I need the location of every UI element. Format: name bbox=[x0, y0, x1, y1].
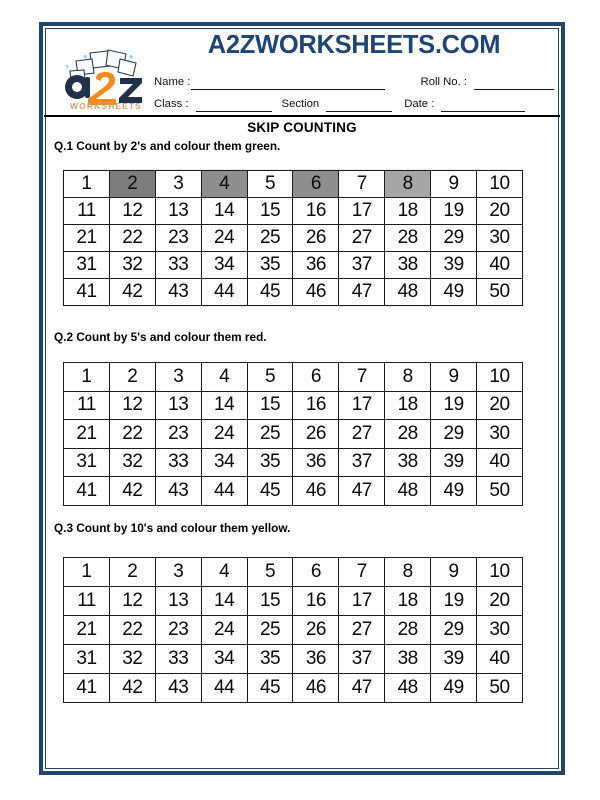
grid-cell-20[interactable]: 20 bbox=[477, 198, 523, 225]
grid-cell-37[interactable]: 37 bbox=[339, 645, 385, 674]
grid-cell-37[interactable]: 37 bbox=[339, 252, 385, 279]
page-title: SKIP COUNTING bbox=[247, 120, 357, 135]
grid-cell-45[interactable]: 45 bbox=[247, 674, 293, 703]
grid-cell-2[interactable]: 2 bbox=[109, 171, 155, 198]
grid-cell-39[interactable]: 39 bbox=[431, 252, 477, 279]
section-label: Section bbox=[281, 98, 320, 110]
grid-cell-32[interactable]: 32 bbox=[109, 252, 155, 279]
grid-cell-19[interactable]: 19 bbox=[431, 391, 477, 420]
grid-cell-6[interactable]: 6 bbox=[293, 558, 339, 587]
grid-cell-44[interactable]: 44 bbox=[201, 674, 247, 703]
name-label: Name : bbox=[154, 76, 191, 88]
grid-cell-43[interactable]: 43 bbox=[155, 674, 201, 703]
grid-cell-17[interactable]: 17 bbox=[339, 391, 385, 420]
grid-count-by-5[interactable] bbox=[63, 362, 523, 506]
grid-cell-49[interactable]: 49 bbox=[431, 477, 477, 506]
grid-cell-38[interactable]: 38 bbox=[385, 645, 431, 674]
grid-cell-7[interactable]: 7 bbox=[339, 171, 385, 198]
grid-cell-34[interactable]: 34 bbox=[201, 252, 247, 279]
grid-row bbox=[64, 616, 523, 645]
grid-cell-27[interactable]: 27 bbox=[339, 420, 385, 449]
grid-cell-3[interactable]: 3 bbox=[155, 171, 201, 198]
grid-cell-6[interactable]: 6 bbox=[293, 171, 339, 198]
grid-cell-48[interactable]: 48 bbox=[385, 674, 431, 703]
grid-cell-4[interactable]: 4 bbox=[201, 558, 247, 587]
grid-cell-22[interactable]: 22 bbox=[109, 616, 155, 645]
grid-cell-15[interactable]: 15 bbox=[247, 391, 293, 420]
grid-row bbox=[64, 558, 523, 587]
grid-cell-31[interactable]: 31 bbox=[64, 645, 110, 674]
grid-cell-39[interactable]: 39 bbox=[431, 645, 477, 674]
grid-row bbox=[64, 420, 523, 449]
grid-cell-50[interactable]: 50 bbox=[477, 674, 523, 703]
grid-cell-17[interactable]: 17 bbox=[339, 198, 385, 225]
date-input[interactable] bbox=[441, 97, 525, 112]
grid-cell-26[interactable]: 26 bbox=[293, 225, 339, 252]
grid-cell-38[interactable]: 38 bbox=[385, 448, 431, 477]
grid-cell-44[interactable]: 44 bbox=[201, 477, 247, 506]
grid-cell-1[interactable]: 1 bbox=[64, 363, 110, 392]
grid-cell-33[interactable]: 33 bbox=[155, 252, 201, 279]
grid-cell-38[interactable]: 38 bbox=[385, 252, 431, 279]
roll-no-label: Roll No. : bbox=[420, 76, 468, 88]
grid-cell-32[interactable]: 32 bbox=[109, 645, 155, 674]
grid-cell-5[interactable]: 5 bbox=[247, 558, 293, 587]
grid-row bbox=[64, 363, 523, 392]
grid-count-by-2[interactable] bbox=[63, 170, 523, 306]
grid-cell-41[interactable]: 41 bbox=[64, 477, 110, 506]
grid-cell-17[interactable]: 17 bbox=[339, 587, 385, 616]
grid-cell-42[interactable]: 42 bbox=[109, 477, 155, 506]
grid-cell-36[interactable]: 36 bbox=[293, 645, 339, 674]
grid-cell-35[interactable]: 35 bbox=[247, 252, 293, 279]
grid-cell-40[interactable]: 40 bbox=[477, 645, 523, 674]
class-input[interactable] bbox=[196, 97, 272, 112]
grid-cell-13[interactable]: 13 bbox=[155, 198, 201, 225]
grid-cell-29[interactable]: 29 bbox=[431, 420, 477, 449]
grid-cell-8[interactable]: 8 bbox=[385, 558, 431, 587]
grid-row bbox=[64, 587, 523, 616]
grid-row bbox=[64, 252, 523, 279]
grid-cell-30[interactable]: 30 bbox=[477, 225, 523, 252]
grid-cell-33[interactable]: 33 bbox=[155, 448, 201, 477]
grid-cell-25[interactable]: 25 bbox=[247, 420, 293, 449]
grid-cell-22[interactable]: 22 bbox=[109, 225, 155, 252]
grid-cell-30[interactable]: 30 bbox=[477, 616, 523, 645]
grid-cell-48[interactable]: 48 bbox=[385, 477, 431, 506]
grid-row bbox=[64, 279, 523, 306]
grid-cell-24[interactable]: 24 bbox=[201, 616, 247, 645]
grid-row bbox=[64, 645, 523, 674]
grid-cell-8[interactable]: 8 bbox=[385, 363, 431, 392]
site-title: A2ZWORKSHEETS.COM bbox=[207, 31, 501, 59]
class-label: Class : bbox=[154, 98, 189, 110]
grid-cell-41[interactable]: 41 bbox=[64, 279, 110, 306]
svg-text:WORKSHEETS: WORKSHEETS bbox=[70, 101, 142, 111]
grid-cell-37[interactable]: 37 bbox=[339, 448, 385, 477]
grid-cell-20[interactable]: 20 bbox=[477, 391, 523, 420]
grid-row bbox=[64, 198, 523, 225]
grid-cell-10[interactable]: 10 bbox=[477, 171, 523, 198]
grid-cell-12[interactable]: 12 bbox=[109, 198, 155, 225]
grid-cell-39[interactable]: 39 bbox=[431, 448, 477, 477]
grid-cell-11[interactable]: 11 bbox=[64, 391, 110, 420]
grid-cell-9[interactable]: 9 bbox=[431, 558, 477, 587]
grid-cell-23[interactable]: 23 bbox=[155, 616, 201, 645]
grid-cell-34[interactable]: 34 bbox=[201, 448, 247, 477]
grid-cell-23[interactable]: 23 bbox=[155, 420, 201, 449]
grid-cell-36[interactable]: 36 bbox=[293, 448, 339, 477]
grid-row bbox=[64, 391, 523, 420]
grid-cell-5[interactable]: 5 bbox=[247, 171, 293, 198]
grid-cell-24[interactable]: 24 bbox=[201, 420, 247, 449]
grid-cell-18[interactable]: 18 bbox=[385, 198, 431, 225]
grid-cell-23[interactable]: 23 bbox=[155, 225, 201, 252]
grid-cell-18[interactable]: 18 bbox=[385, 587, 431, 616]
grid-cell-29[interactable]: 29 bbox=[431, 616, 477, 645]
grid-cell-45[interactable]: 45 bbox=[247, 477, 293, 506]
grid-cell-45[interactable]: 45 bbox=[247, 279, 293, 306]
grid-cell-12[interactable]: 12 bbox=[109, 391, 155, 420]
question-1-prompt: Q.1 Count by 2's and colour them green. bbox=[54, 139, 281, 153]
grid-cell-34[interactable]: 34 bbox=[201, 645, 247, 674]
grid-cell-18[interactable]: 18 bbox=[385, 391, 431, 420]
grid-cell-26[interactable]: 26 bbox=[293, 616, 339, 645]
date-label: Date : bbox=[404, 98, 435, 110]
grid-cell-25[interactable]: 25 bbox=[247, 616, 293, 645]
grid-cell-15[interactable]: 15 bbox=[247, 198, 293, 225]
grid-cell-3[interactable]: 3 bbox=[155, 558, 201, 587]
grid-cell-21[interactable]: 21 bbox=[64, 616, 110, 645]
grid-cell-1[interactable]: 1 bbox=[64, 171, 110, 198]
grid-cell-7[interactable]: 7 bbox=[339, 363, 385, 392]
grid-row bbox=[64, 477, 523, 506]
student-info-form bbox=[154, 68, 554, 116]
grid-cell-48[interactable]: 48 bbox=[385, 279, 431, 306]
grid-count-by-10[interactable] bbox=[63, 557, 523, 703]
question-2-prompt: Q.2 Count by 5's and colour them red. bbox=[54, 330, 267, 344]
grid-cell-4[interactable]: 4 bbox=[201, 171, 247, 198]
grid-cell-1[interactable]: 1 bbox=[64, 558, 110, 587]
grid-row bbox=[64, 448, 523, 477]
roll-no-input[interactable] bbox=[474, 75, 554, 90]
grid-cell-8[interactable]: 8 bbox=[385, 171, 431, 198]
grid-cell-7[interactable]: 7 bbox=[339, 558, 385, 587]
grid-cell-40[interactable]: 40 bbox=[477, 252, 523, 279]
grid-cell-43[interactable]: 43 bbox=[155, 279, 201, 306]
grid-cell-41[interactable]: 41 bbox=[64, 674, 110, 703]
form-row-name bbox=[154, 68, 554, 90]
section-input[interactable] bbox=[326, 97, 392, 112]
grid-cell-40[interactable]: 40 bbox=[477, 448, 523, 477]
name-input[interactable] bbox=[191, 75, 384, 90]
grid-cell-19[interactable]: 19 bbox=[431, 587, 477, 616]
grid-cell-21[interactable]: 21 bbox=[64, 225, 110, 252]
grid-cell-10[interactable]: 10 bbox=[477, 363, 523, 392]
grid-row bbox=[64, 171, 523, 198]
grid-cell-14[interactable]: 14 bbox=[201, 391, 247, 420]
grid-cell-27[interactable]: 27 bbox=[339, 616, 385, 645]
grid-cell-35[interactable]: 35 bbox=[247, 645, 293, 674]
grid-cell-25[interactable]: 25 bbox=[247, 225, 293, 252]
grid-cell-14[interactable]: 14 bbox=[201, 587, 247, 616]
grid-cell-33[interactable]: 33 bbox=[155, 645, 201, 674]
grid-cell-2[interactable]: 2 bbox=[109, 363, 155, 392]
grid-cell-9[interactable]: 9 bbox=[431, 363, 477, 392]
grid-cell-49[interactable]: 49 bbox=[431, 279, 477, 306]
grid-cell-36[interactable]: 36 bbox=[293, 252, 339, 279]
grid-cell-28[interactable]: 28 bbox=[385, 420, 431, 449]
grid-cell-44[interactable]: 44 bbox=[201, 279, 247, 306]
grid-cell-28[interactable]: 28 bbox=[385, 616, 431, 645]
grid-cell-42[interactable]: 42 bbox=[109, 279, 155, 306]
grid-cell-46[interactable]: 46 bbox=[293, 674, 339, 703]
grid-cell-6[interactable]: 6 bbox=[293, 363, 339, 392]
worksheet-header bbox=[44, 27, 560, 117]
grid-cell-47[interactable]: 47 bbox=[339, 477, 385, 506]
grid-cell-5[interactable]: 5 bbox=[247, 363, 293, 392]
grid-cell-46[interactable]: 46 bbox=[293, 477, 339, 506]
grid-cell-2[interactable]: 2 bbox=[109, 558, 155, 587]
grid-cell-35[interactable]: 35 bbox=[247, 448, 293, 477]
grid-cell-43[interactable]: 43 bbox=[155, 477, 201, 506]
grid-cell-26[interactable]: 26 bbox=[293, 420, 339, 449]
grid-cell-10[interactable]: 10 bbox=[477, 558, 523, 587]
grid-cell-19[interactable]: 19 bbox=[431, 198, 477, 225]
grid-cell-31[interactable]: 31 bbox=[64, 252, 110, 279]
grid-cell-12[interactable]: 12 bbox=[109, 587, 155, 616]
grid-cell-13[interactable]: 13 bbox=[155, 587, 201, 616]
grid-cell-4[interactable]: 4 bbox=[201, 363, 247, 392]
grid-cell-46[interactable]: 46 bbox=[293, 279, 339, 306]
grid-cell-49[interactable]: 49 bbox=[431, 674, 477, 703]
grid-cell-28[interactable]: 28 bbox=[385, 225, 431, 252]
a2z-worksheets-logo[interactable] bbox=[60, 49, 152, 111]
grid-cell-32[interactable]: 32 bbox=[109, 448, 155, 477]
grid-cell-27[interactable]: 27 bbox=[339, 225, 385, 252]
question-3-prompt: Q.3 Count by 10's and colour them yellow. bbox=[54, 521, 291, 535]
grid-cell-9[interactable]: 9 bbox=[431, 171, 477, 198]
grid-cell-13[interactable]: 13 bbox=[155, 391, 201, 420]
grid-cell-50[interactable]: 50 bbox=[477, 477, 523, 506]
grid-cell-42[interactable]: 42 bbox=[109, 674, 155, 703]
grid-cell-15[interactable]: 15 bbox=[247, 587, 293, 616]
grid-cell-16[interactable]: 16 bbox=[293, 391, 339, 420]
grid-cell-16[interactable]: 16 bbox=[293, 198, 339, 225]
grid-cell-21[interactable]: 21 bbox=[64, 420, 110, 449]
grid-cell-11[interactable]: 11 bbox=[64, 587, 110, 616]
grid-cell-47[interactable]: 47 bbox=[339, 279, 385, 306]
grid-cell-14[interactable]: 14 bbox=[201, 198, 247, 225]
grid-row bbox=[64, 674, 523, 703]
grid-cell-20[interactable]: 20 bbox=[477, 587, 523, 616]
grid-cell-22[interactable]: 22 bbox=[109, 420, 155, 449]
grid-cell-47[interactable]: 47 bbox=[339, 674, 385, 703]
grid-cell-29[interactable]: 29 bbox=[431, 225, 477, 252]
grid-cell-50[interactable]: 50 bbox=[477, 279, 523, 306]
grid-row bbox=[64, 225, 523, 252]
grid-cell-16[interactable]: 16 bbox=[293, 587, 339, 616]
grid-cell-11[interactable]: 11 bbox=[64, 198, 110, 225]
grid-cell-3[interactable]: 3 bbox=[155, 363, 201, 392]
form-row-class bbox=[154, 90, 554, 112]
grid-cell-31[interactable]: 31 bbox=[64, 448, 110, 477]
grid-cell-24[interactable]: 24 bbox=[201, 225, 247, 252]
grid-cell-30[interactable]: 30 bbox=[477, 420, 523, 449]
